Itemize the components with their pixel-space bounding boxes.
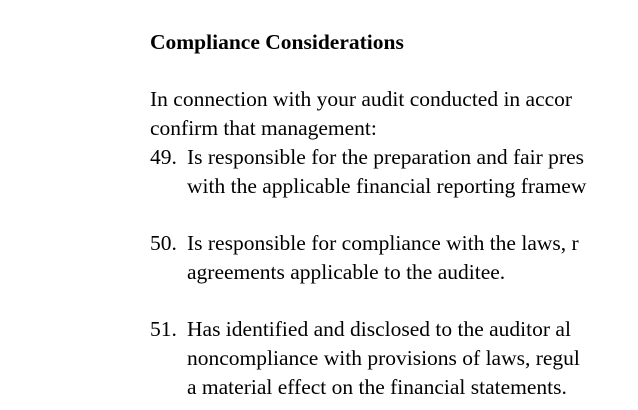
item-line: agreements applicable to the auditee.: [187, 260, 506, 284]
item-line: Is responsible for the preparation and fair pres: [187, 145, 585, 169]
section-heading: Compliance Considerations: [150, 30, 404, 54]
item-line: a material effect on the financial statements.: [187, 375, 567, 399]
list-item-49: [150, 143, 638, 201]
item-line: noncompliance with provisions of laws, regul: [187, 346, 580, 370]
item-text: [187, 315, 580, 402]
item-line: Is responsible for compliance with the laws, r: [187, 231, 579, 255]
intro-line: confirm that management:: [150, 116, 377, 140]
list-item-50: [150, 229, 638, 287]
item-text: [187, 229, 579, 287]
list-item-51: [150, 315, 638, 402]
item-number: 50.: [150, 231, 177, 255]
item-line: with the applicable financial reporting framew: [187, 174, 587, 198]
intro-paragraph: [150, 85, 638, 143]
item-text: [187, 143, 586, 201]
item-number: 51.: [150, 317, 177, 341]
intro-line: In connection with your audit conducted in accor: [150, 87, 573, 111]
document-page: [150, 28, 638, 402]
item-number: 49.: [150, 145, 177, 169]
item-line: Has identified and disclosed to the auditor al: [187, 317, 571, 341]
